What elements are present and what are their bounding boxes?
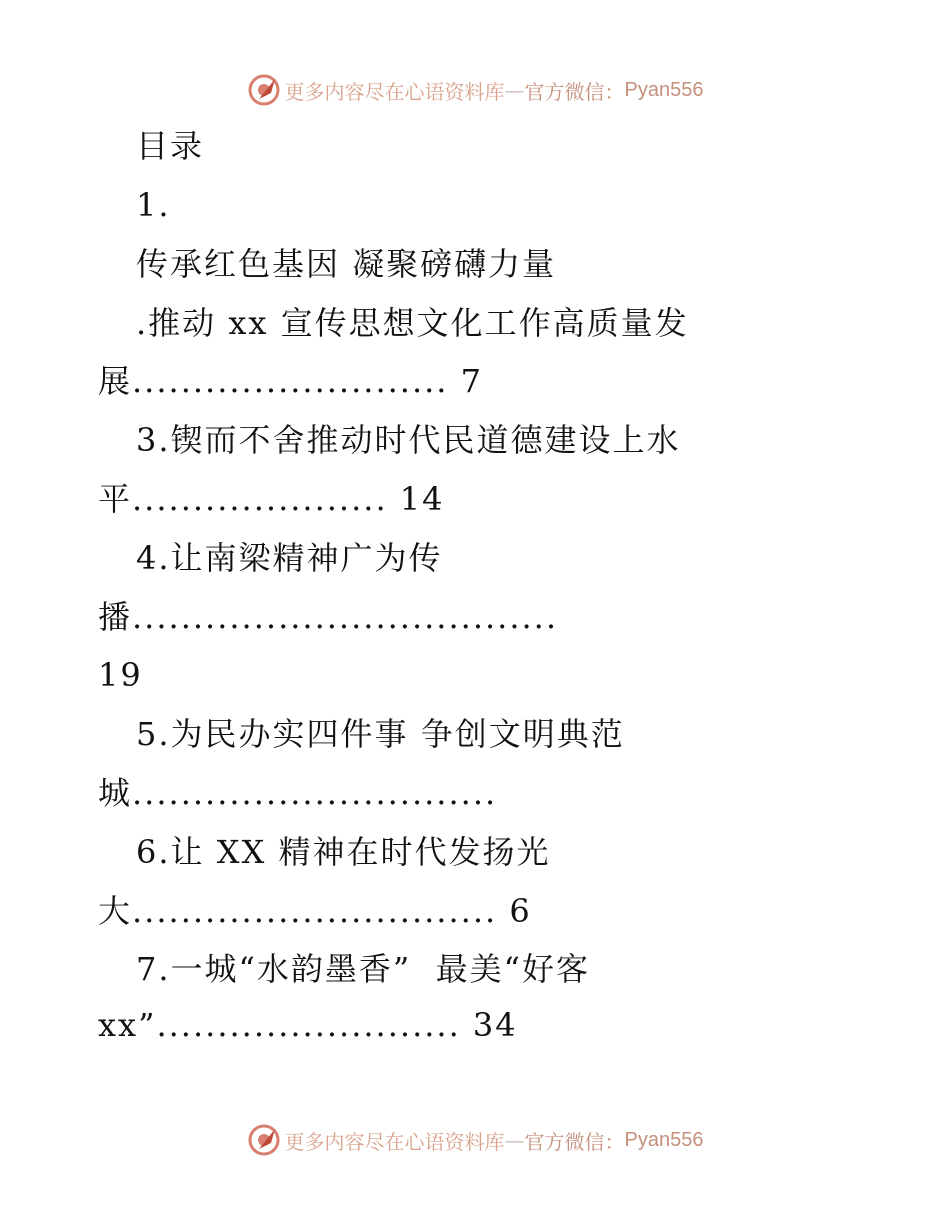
quill-logo-icon	[247, 73, 281, 107]
toc-line: xx”......................... 34	[98, 1006, 518, 1044]
banner-handle: Pyan556	[624, 1128, 704, 1151]
toc-line: 19	[98, 656, 143, 694]
banner-separator: —	[504, 1128, 525, 1152]
header-banner	[0, 70, 950, 110]
quill-logo-icon	[247, 1123, 281, 1157]
toc-line: 传承红色基因 凝聚磅礴力量	[136, 245, 557, 283]
toc-line: 平..................... 14	[98, 480, 445, 518]
toc-line: 6.让 XX 精神在时代发扬光	[136, 833, 551, 871]
toc-line: 大.............................. 6	[98, 892, 532, 930]
toc-line: 城..............................	[98, 774, 498, 812]
banner-text: 更多内容尽在心语资料库	[284, 1129, 505, 1154]
toc-title: 目录	[136, 127, 205, 165]
banner-tail: 官方微信：	[524, 1129, 625, 1154]
toc-line: 展.......................... 7	[98, 362, 484, 400]
toc-line: .推动 xx 宣传思想文化工作高质量发	[136, 304, 689, 342]
banner-tail: 官方微信：	[524, 79, 625, 104]
toc-line: 7.一城“水韵墨香” 最美“好客	[136, 950, 590, 988]
footer-banner	[0, 1120, 950, 1160]
toc-line: 4.让南梁精神广为传	[136, 539, 443, 577]
toc-line: 播...................................	[98, 598, 559, 636]
toc-line: 3.锲而不舍推动时代民道德建设上水	[136, 421, 681, 459]
banner-text: 更多内容尽在心语资料库	[284, 79, 505, 104]
banner-handle: Pyan556	[624, 78, 704, 101]
toc-line: 5.为民办实四件事 争创文明典范	[136, 715, 625, 753]
banner-separator: —	[504, 78, 525, 102]
toc-line: 1.	[136, 186, 171, 224]
